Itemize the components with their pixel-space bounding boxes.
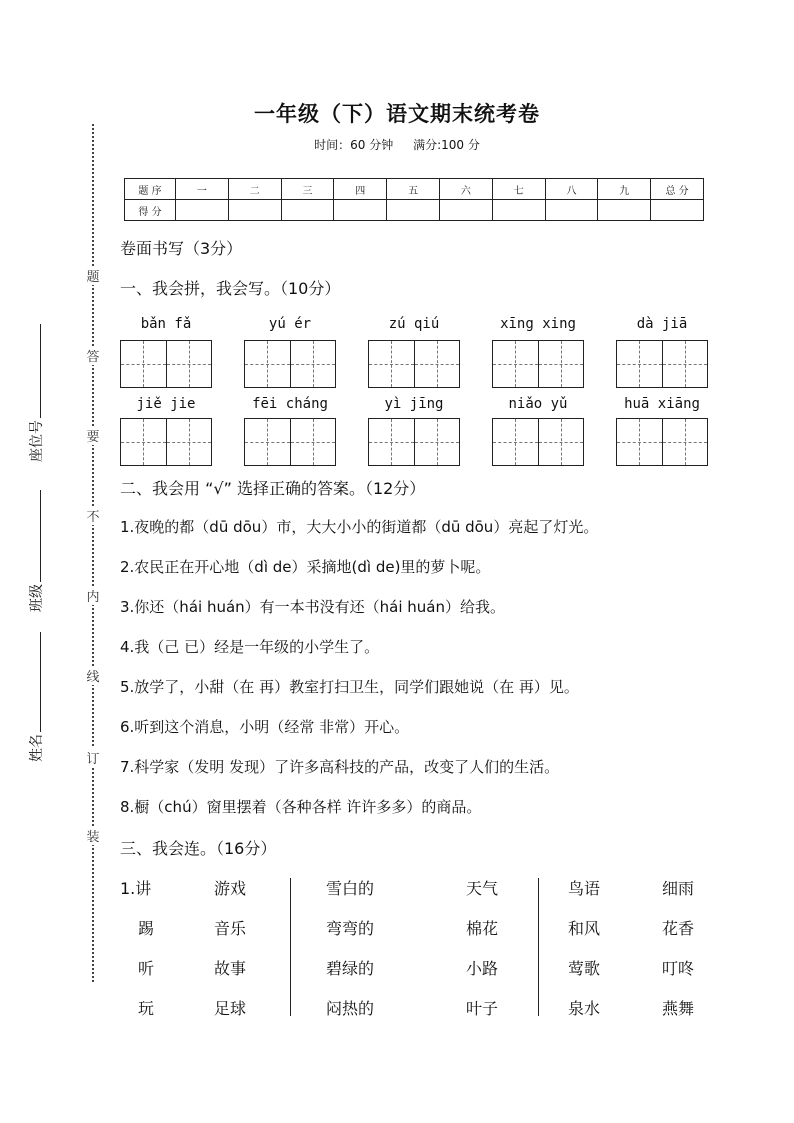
exam-info xyxy=(0,136,794,153)
score-cell[interactable] xyxy=(387,200,440,221)
pinyin-label: dà jiā xyxy=(636,316,688,332)
pinyin-label: bǎn fǎ xyxy=(140,316,192,332)
class-label: 班级 xyxy=(29,584,45,612)
question-item[interactable]: 3.你还（hái huán）有一本书没有还（hái huán）给我。 xyxy=(120,598,506,616)
pinyin-label: jiě jie xyxy=(136,396,196,412)
seat-number-field[interactable] xyxy=(26,392,46,462)
writing-grid[interactable] xyxy=(616,418,708,466)
binding-char: 答 xyxy=(86,346,100,365)
match-word[interactable]: 玩 xyxy=(138,999,155,1018)
pinyin-label: zú qiú xyxy=(388,316,440,332)
pinyin-label: xīng xing xyxy=(500,316,576,332)
question-item[interactable]: 8.橱（chú）窗里摆着（各种各样 许许多多）的商品。 xyxy=(120,798,482,816)
writing-grid[interactable] xyxy=(120,418,212,466)
writing-grid[interactable] xyxy=(368,340,460,388)
writing-grid[interactable] xyxy=(492,340,584,388)
match-word[interactable]: 鸟语 xyxy=(568,879,601,898)
score-cell[interactable] xyxy=(545,200,598,221)
writing-grid[interactable] xyxy=(244,418,336,466)
writing-grid[interactable] xyxy=(616,340,708,388)
score-cell[interactable] xyxy=(598,200,651,221)
class-field[interactable] xyxy=(26,542,46,612)
score-cell[interactable] xyxy=(281,200,334,221)
binding-char: 内 xyxy=(86,586,100,605)
pinyin-label: yì jīng xyxy=(384,396,444,412)
writing-grid[interactable] xyxy=(368,418,460,466)
score-table-col: 五 xyxy=(387,179,440,200)
score-table-row-label: 得 分 xyxy=(125,200,176,221)
pinyin-label: fēi cháng xyxy=(252,396,328,412)
match-word[interactable]: 1.讲 xyxy=(120,879,152,898)
score-table-col: 九 xyxy=(598,179,651,200)
section3-heading: 三、我会连。（16分） xyxy=(120,839,277,858)
score-cell[interactable] xyxy=(334,200,387,221)
score-table xyxy=(124,178,704,221)
question-item[interactable]: 5.放学了，小甜（在 再）教室打扫卫生，同学们跟她说（在 再）见。 xyxy=(120,678,579,696)
question-item[interactable]: 7.科学家（发明 发现）了许多高科技的产品，改变了人们的生活。 xyxy=(120,758,560,776)
score-cell[interactable] xyxy=(492,200,545,221)
match-word[interactable]: 故事 xyxy=(214,959,247,978)
section1-heading: 一、我会拼，我会写。（10分） xyxy=(120,279,341,298)
score-table-col: 三 xyxy=(281,179,334,200)
writing-grid[interactable] xyxy=(492,418,584,466)
match-word[interactable]: 莺歌 xyxy=(568,959,601,978)
pinyin-label: yú ér xyxy=(268,316,312,332)
binding-char: 订 xyxy=(86,748,100,767)
match-word[interactable]: 棉花 xyxy=(466,919,499,938)
score-table-col: 一 xyxy=(176,179,229,200)
question-item[interactable]: 1.夜晚的都（dū dōu）市，大大小小的街道都（dū dōu）亮起了灯光。 xyxy=(120,518,599,536)
match-word[interactable]: 天气 xyxy=(466,879,499,898)
column-divider xyxy=(538,878,539,1016)
binding-char: 装 xyxy=(86,826,100,845)
handwriting-score: 卷面书写（3分） xyxy=(120,239,243,258)
score-table-col: 四 xyxy=(334,179,387,200)
match-word[interactable]: 和风 xyxy=(568,919,601,938)
match-word[interactable]: 听 xyxy=(138,959,155,978)
score-table-col: 七 xyxy=(492,179,545,200)
match-word[interactable]: 足球 xyxy=(214,999,247,1018)
seat-number-label: 座位号 xyxy=(29,420,45,462)
pinyin-label: niǎo yǔ xyxy=(508,396,568,412)
match-word[interactable]: 游戏 xyxy=(214,879,247,898)
score-cell[interactable] xyxy=(651,200,704,221)
match-word[interactable]: 燕舞 xyxy=(662,999,695,1018)
match-word[interactable]: 叮咚 xyxy=(662,959,695,978)
match-word[interactable]: 小路 xyxy=(466,959,499,978)
question-item[interactable]: 6.听到这个消息，小明（经常 非常）开心。 xyxy=(120,718,410,736)
match-word[interactable]: 细雨 xyxy=(662,879,695,898)
score-cell[interactable] xyxy=(176,200,229,221)
match-word[interactable]: 踢 xyxy=(138,919,155,938)
match-word[interactable]: 叶子 xyxy=(466,999,499,1018)
name-field[interactable] xyxy=(26,692,46,762)
match-word[interactable]: 泉水 xyxy=(568,999,601,1018)
writing-grid[interactable] xyxy=(120,340,212,388)
binding-char: 线 xyxy=(86,666,100,685)
match-word[interactable]: 闷热的 xyxy=(326,999,375,1018)
match-word[interactable]: 雪白的 xyxy=(326,879,375,898)
binding-line xyxy=(92,124,94,982)
section2-heading: 二、我会用 “√” 选择正确的答案。（12分） xyxy=(120,479,426,498)
exam-full-score: 满分:100 分 xyxy=(413,138,480,152)
score-table-row-label: 题 序 xyxy=(125,179,176,200)
question-item[interactable]: 4.我（己 已）经是一年级的小学生了。 xyxy=(120,638,380,656)
match-word[interactable]: 花香 xyxy=(662,919,695,938)
exam-title: 一年级（下）语文期末统考卷 xyxy=(254,102,540,126)
score-table-col: 八 xyxy=(545,179,598,200)
binding-char: 不 xyxy=(86,506,100,525)
score-table-col: 总 分 xyxy=(651,179,704,200)
binding-char: 要 xyxy=(86,426,100,445)
match-word[interactable]: 碧绿的 xyxy=(326,959,375,978)
score-cell[interactable] xyxy=(228,200,281,221)
name-label: 姓名 xyxy=(29,734,45,762)
binding-char: 题 xyxy=(86,266,100,285)
column-divider xyxy=(290,878,291,1016)
match-word[interactable]: 弯弯的 xyxy=(326,919,375,938)
score-table-col: 六 xyxy=(439,179,492,200)
exam-time: 时间：60 分钟 xyxy=(314,138,394,152)
pinyin-label: huā xiāng xyxy=(624,396,700,412)
question-item[interactable]: 2.农民正在开心地（dì de）采摘地(dì de)里的萝卜呢。 xyxy=(120,558,491,576)
score-table-col: 二 xyxy=(228,179,281,200)
score-table-score-row xyxy=(125,200,704,221)
score-cell[interactable] xyxy=(439,200,492,221)
writing-grid[interactable] xyxy=(244,340,336,388)
match-word[interactable]: 音乐 xyxy=(214,919,247,938)
score-table-header-row xyxy=(125,179,704,200)
